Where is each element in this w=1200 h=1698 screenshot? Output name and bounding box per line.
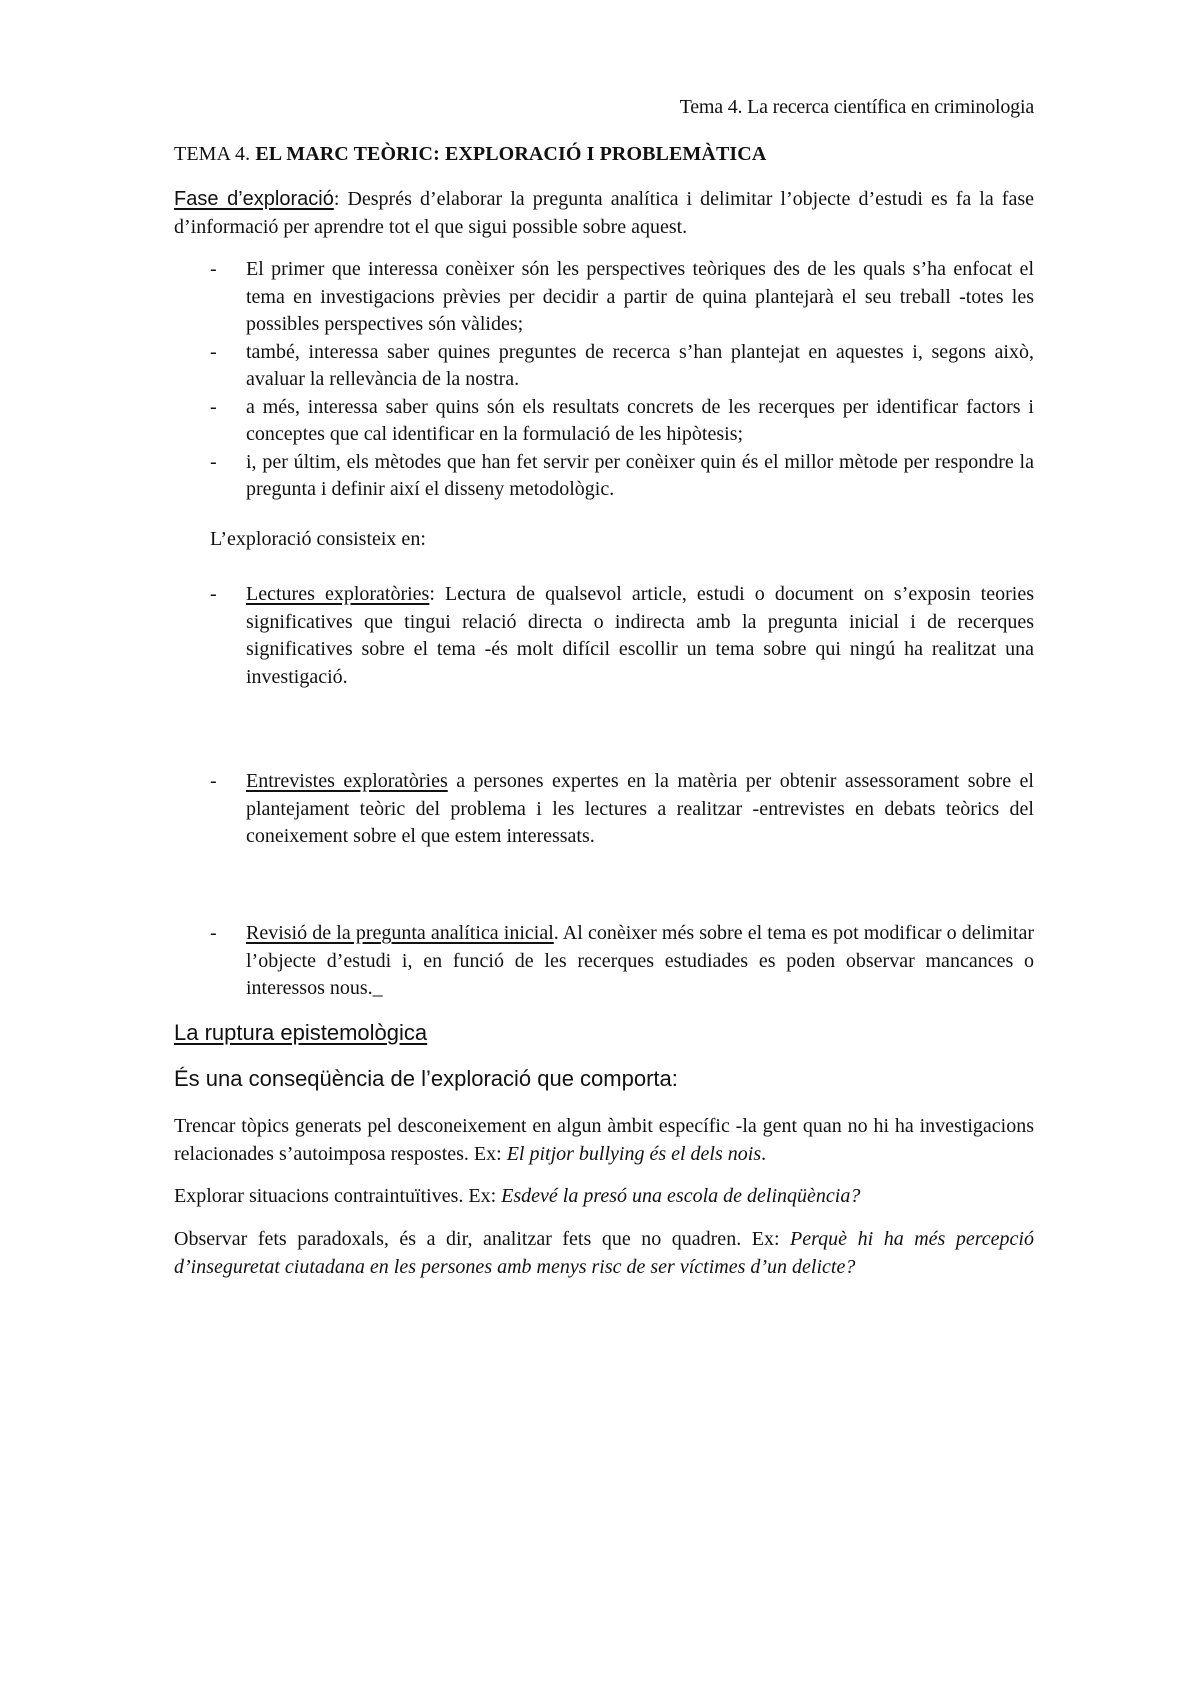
ruptura-paragraph-2 <box>174 1183 1034 1211</box>
entrevistes-label: Entrevistes exploratòries <box>246 770 448 792</box>
running-header: Tema 4. La recerca científica en criminologia <box>679 96 1034 118</box>
ruptura-p2-text: Explorar situacions contraintuïtives. Ex: <box>174 1185 502 1207</box>
ruptura-p3-text: Observar fets paradoxals, és a dir, analitzar fets que no quadren. Ex: <box>174 1228 791 1250</box>
ruptura-paragraph-3 <box>174 1226 1034 1281</box>
dash-bullet: - <box>210 258 217 280</box>
ruptura-p1-example: El pitjor bullying és el dels nois <box>506 1142 762 1165</box>
ruptura-p1-end: . <box>761 1142 767 1165</box>
list-item <box>174 449 1034 504</box>
dash-bullet: - <box>210 395 217 418</box>
dash-bullet: - <box>210 770 217 792</box>
dash-bullet: - <box>210 922 217 944</box>
intro-label: Fase d’exploració <box>174 188 334 210</box>
ruptura-heading <box>174 1018 1034 1048</box>
lectures-label: Lectures exploratòries <box>246 583 430 605</box>
entrevistes-text: a persones expertes en la matèria per obtenir assessorament sobre el plantejament teòric del problema i les lectures a realitzar -entrevistes en debats teòrics del coneixement sobre el que estem interessats. <box>246 770 1034 847</box>
title-prefix: TEMA 4. <box>174 143 256 165</box>
title-bold: EL MARC TEÒRIC: EXPLORACIÓ I PROBLEMÀTICA <box>255 143 767 165</box>
exploracio-intro: L’exploració consisteix en: <box>210 528 426 550</box>
list-item-text: a més, interessa saber quins són els resultats concrets de les recerques per identificar factors i conceptes que cal identificar en la formulació de les hipòtesis; <box>246 395 1034 445</box>
exploration-list <box>174 256 1034 504</box>
list-item-lectures <box>174 581 1034 691</box>
dash-bullet: - <box>210 583 217 605</box>
revisio-list <box>174 920 1034 1003</box>
list-item-text: i, per últim, els mètodes que han fet servir per conèixer quin és el millor mètode per respondre la pregunta i definir així el disseny metodològic. <box>246 450 1034 500</box>
ruptura-heading-text: La ruptura epistemològica <box>174 1020 428 1045</box>
lectures-text: : Lectura de qualsevol article, estudi o document on s’exposin teories significatives que tingui relació directa o indirecta amb la pregunta inicial i de recerques significatives sobre el tema -és molt difícil escollir un tema sobre qui ningú ha realitzat una investigació. <box>246 583 1034 688</box>
entrevistes-list <box>174 768 1034 851</box>
revisio-text: . Al conèixer més sobre el tema es pot modificar o delimitar l’objecte d’estudi i, en funció de les recerques estudiades es poden observar mancances o interessos nous._ <box>246 922 1034 999</box>
ruptura-subheading: És una conseqüència de l’exploració que comporta: <box>174 1066 678 1091</box>
list-item <box>174 339 1034 394</box>
ruptura-p1-text: Trencar tòpics generats pel desconeixement en algun àmbit específic -la gent quan no hi ha investigacions relacionades s’autoimposa respostes. Ex: <box>174 1115 1034 1165</box>
intro-paragraph <box>174 186 1034 241</box>
list-item-entrevistes <box>174 768 1034 851</box>
lectures-list <box>174 581 1034 691</box>
list-item <box>174 256 1034 339</box>
list-item-text: El primer que interessa conèixer són les perspectives teòriques des de les quals s’ha enfocat el tema en investigacions prèvies per decidir a partir de quina plantejarà el seu treball -totes les possibles perspectives són vàlides; <box>246 258 1034 335</box>
ruptura-p2-example: Esdevé la presó una escola de delinqüència? <box>501 1185 861 1207</box>
ruptura-p3-example: Perquè hi ha més percepció d’inseguretat ciutadana en les persones amb menys risc de ser víctimes d’un delicte? <box>174 1228 1034 1278</box>
ruptura-paragraph-1 <box>174 1113 1034 1168</box>
intro-text: : Després d’elaborar la pregunta analítica i delimitar l’objecte d’estudi es fa la fase d’informació per aprendre tot el que sigui possible sobre aquest. <box>174 188 1035 238</box>
list-item <box>174 394 1034 449</box>
list-item-text: també, interessa saber quines preguntes de recerca s’han plantejat en aquestes i, segons això, avaluar la rellevància de la nostra. <box>246 340 1034 390</box>
dash-bullet: - <box>210 450 217 473</box>
revisio-label: Revisió de la pregunta analítica inicial <box>246 922 554 944</box>
page-title <box>174 143 766 166</box>
dash-bullet: - <box>210 340 217 363</box>
list-item-revisio <box>174 920 1034 1003</box>
